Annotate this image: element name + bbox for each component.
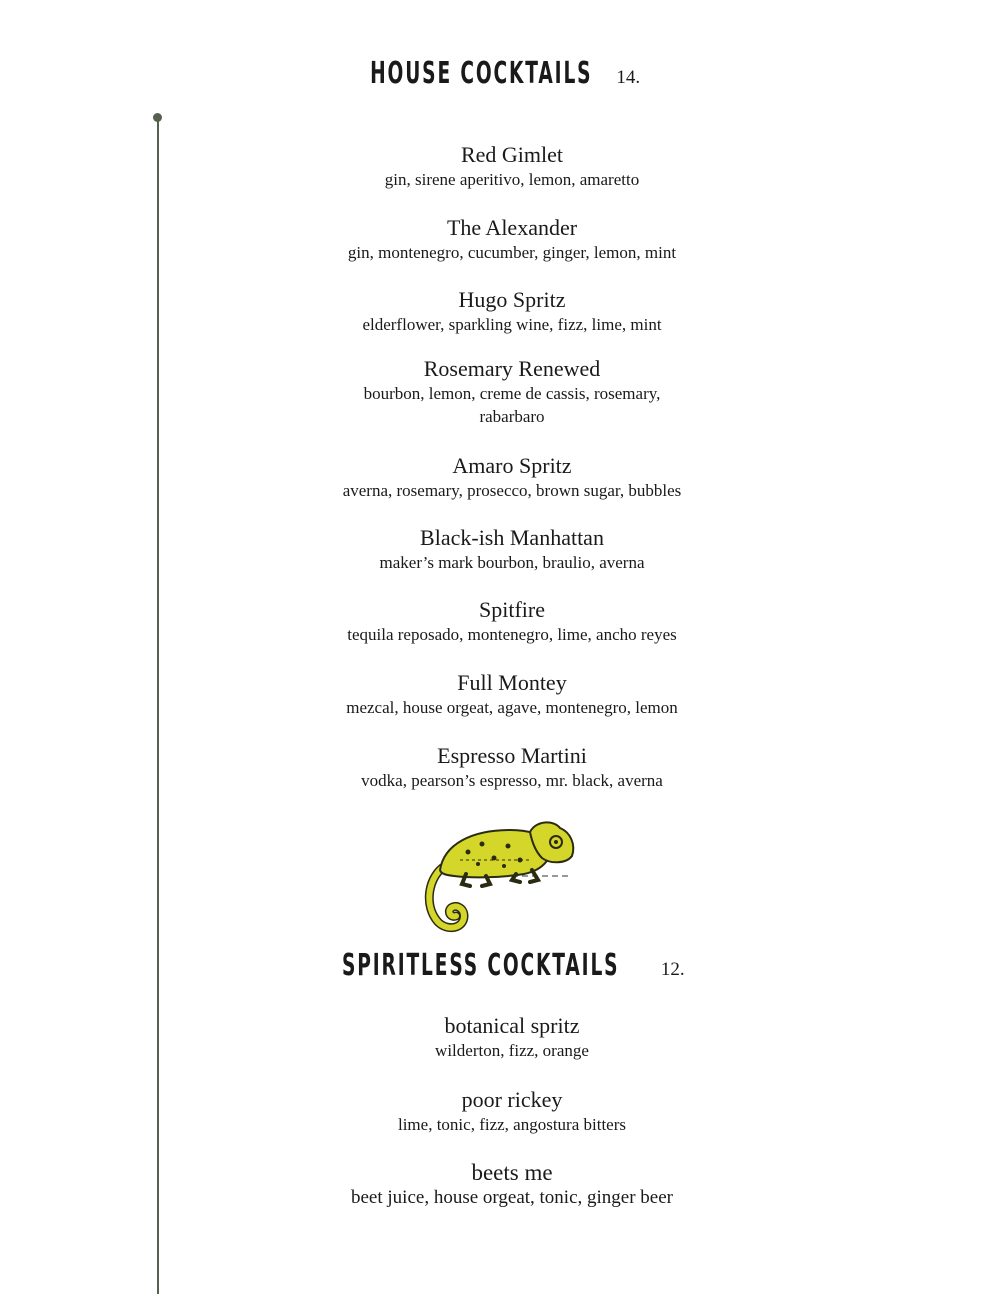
item-name: Spitfire [479, 597, 545, 622]
vertical-rule [157, 118, 159, 1294]
item-description: bourbon, lemon, creme de cassis, rosemary, [363, 384, 661, 403]
section-title: HOUSE COCKTAILS [369, 56, 593, 91]
menu-item [262, 287, 762, 336]
menu-item [262, 525, 762, 574]
chameleon-illustration [420, 818, 580, 936]
item-description: elderflower, sparkling wine, fizz, lime, mint [362, 315, 662, 334]
section-title: SPIRITLESS COCKTAILS [342, 948, 620, 983]
menu-item [262, 356, 762, 428]
menu-item [262, 743, 762, 792]
item-description-continued: rabarbaro [479, 407, 545, 426]
item-description: maker’s mark bourbon, braulio, averna [379, 553, 645, 572]
menu-item [262, 1160, 762, 1209]
item-name: Hugo Spritz [458, 287, 566, 312]
menu-item [262, 142, 762, 191]
menu-item [262, 453, 762, 502]
item-name: Amaro Spritz [452, 453, 572, 478]
house-cocktails-header [0, 56, 1000, 91]
item-name: Full Montey [457, 670, 567, 695]
item-name: Black-ish Manhattan [420, 525, 604, 550]
item-name: Espresso Martini [437, 743, 587, 768]
section-price: 14. [616, 67, 641, 88]
item-description: tequila reposado, montenegro, lime, ancho reyes [347, 625, 677, 644]
menu-item [262, 215, 762, 264]
item-description: lime, tonic, fizz, angostura bitters [397, 1115, 626, 1134]
item-description: wilderton, fizz, orange [435, 1041, 589, 1060]
item-name: botanical spritz [444, 1013, 580, 1038]
item-description: mezcal, house orgeat, agave, montenegro, lemon [346, 698, 678, 717]
menu-item [262, 670, 762, 719]
spiritless-cocktails-header [0, 948, 1000, 983]
menu-item [262, 597, 762, 646]
item-name: The Alexander [446, 215, 578, 240]
item-name: poor rickey [461, 1087, 563, 1112]
item-description: gin, montenegro, cucumber, ginger, lemon, mint [347, 243, 677, 262]
item-name: Red Gimlet [460, 142, 564, 167]
section-price: 12. [660, 959, 685, 980]
item-description: beet juice, house orgeat, tonic, ginger beer [351, 1187, 673, 1208]
item-description: averna, rosemary, prosecco, brown sugar, bubbles [342, 481, 682, 500]
rule-dot [153, 113, 162, 122]
item-name: Rosemary Renewed [423, 356, 601, 381]
item-description: gin, sirene aperitivo, lemon, amaretto [384, 170, 640, 189]
item-description: vodka, pearson’s espresso, mr. black, averna [361, 771, 663, 790]
menu-item [262, 1013, 762, 1062]
menu-item [262, 1087, 762, 1136]
item-name: beets me [471, 1160, 553, 1185]
